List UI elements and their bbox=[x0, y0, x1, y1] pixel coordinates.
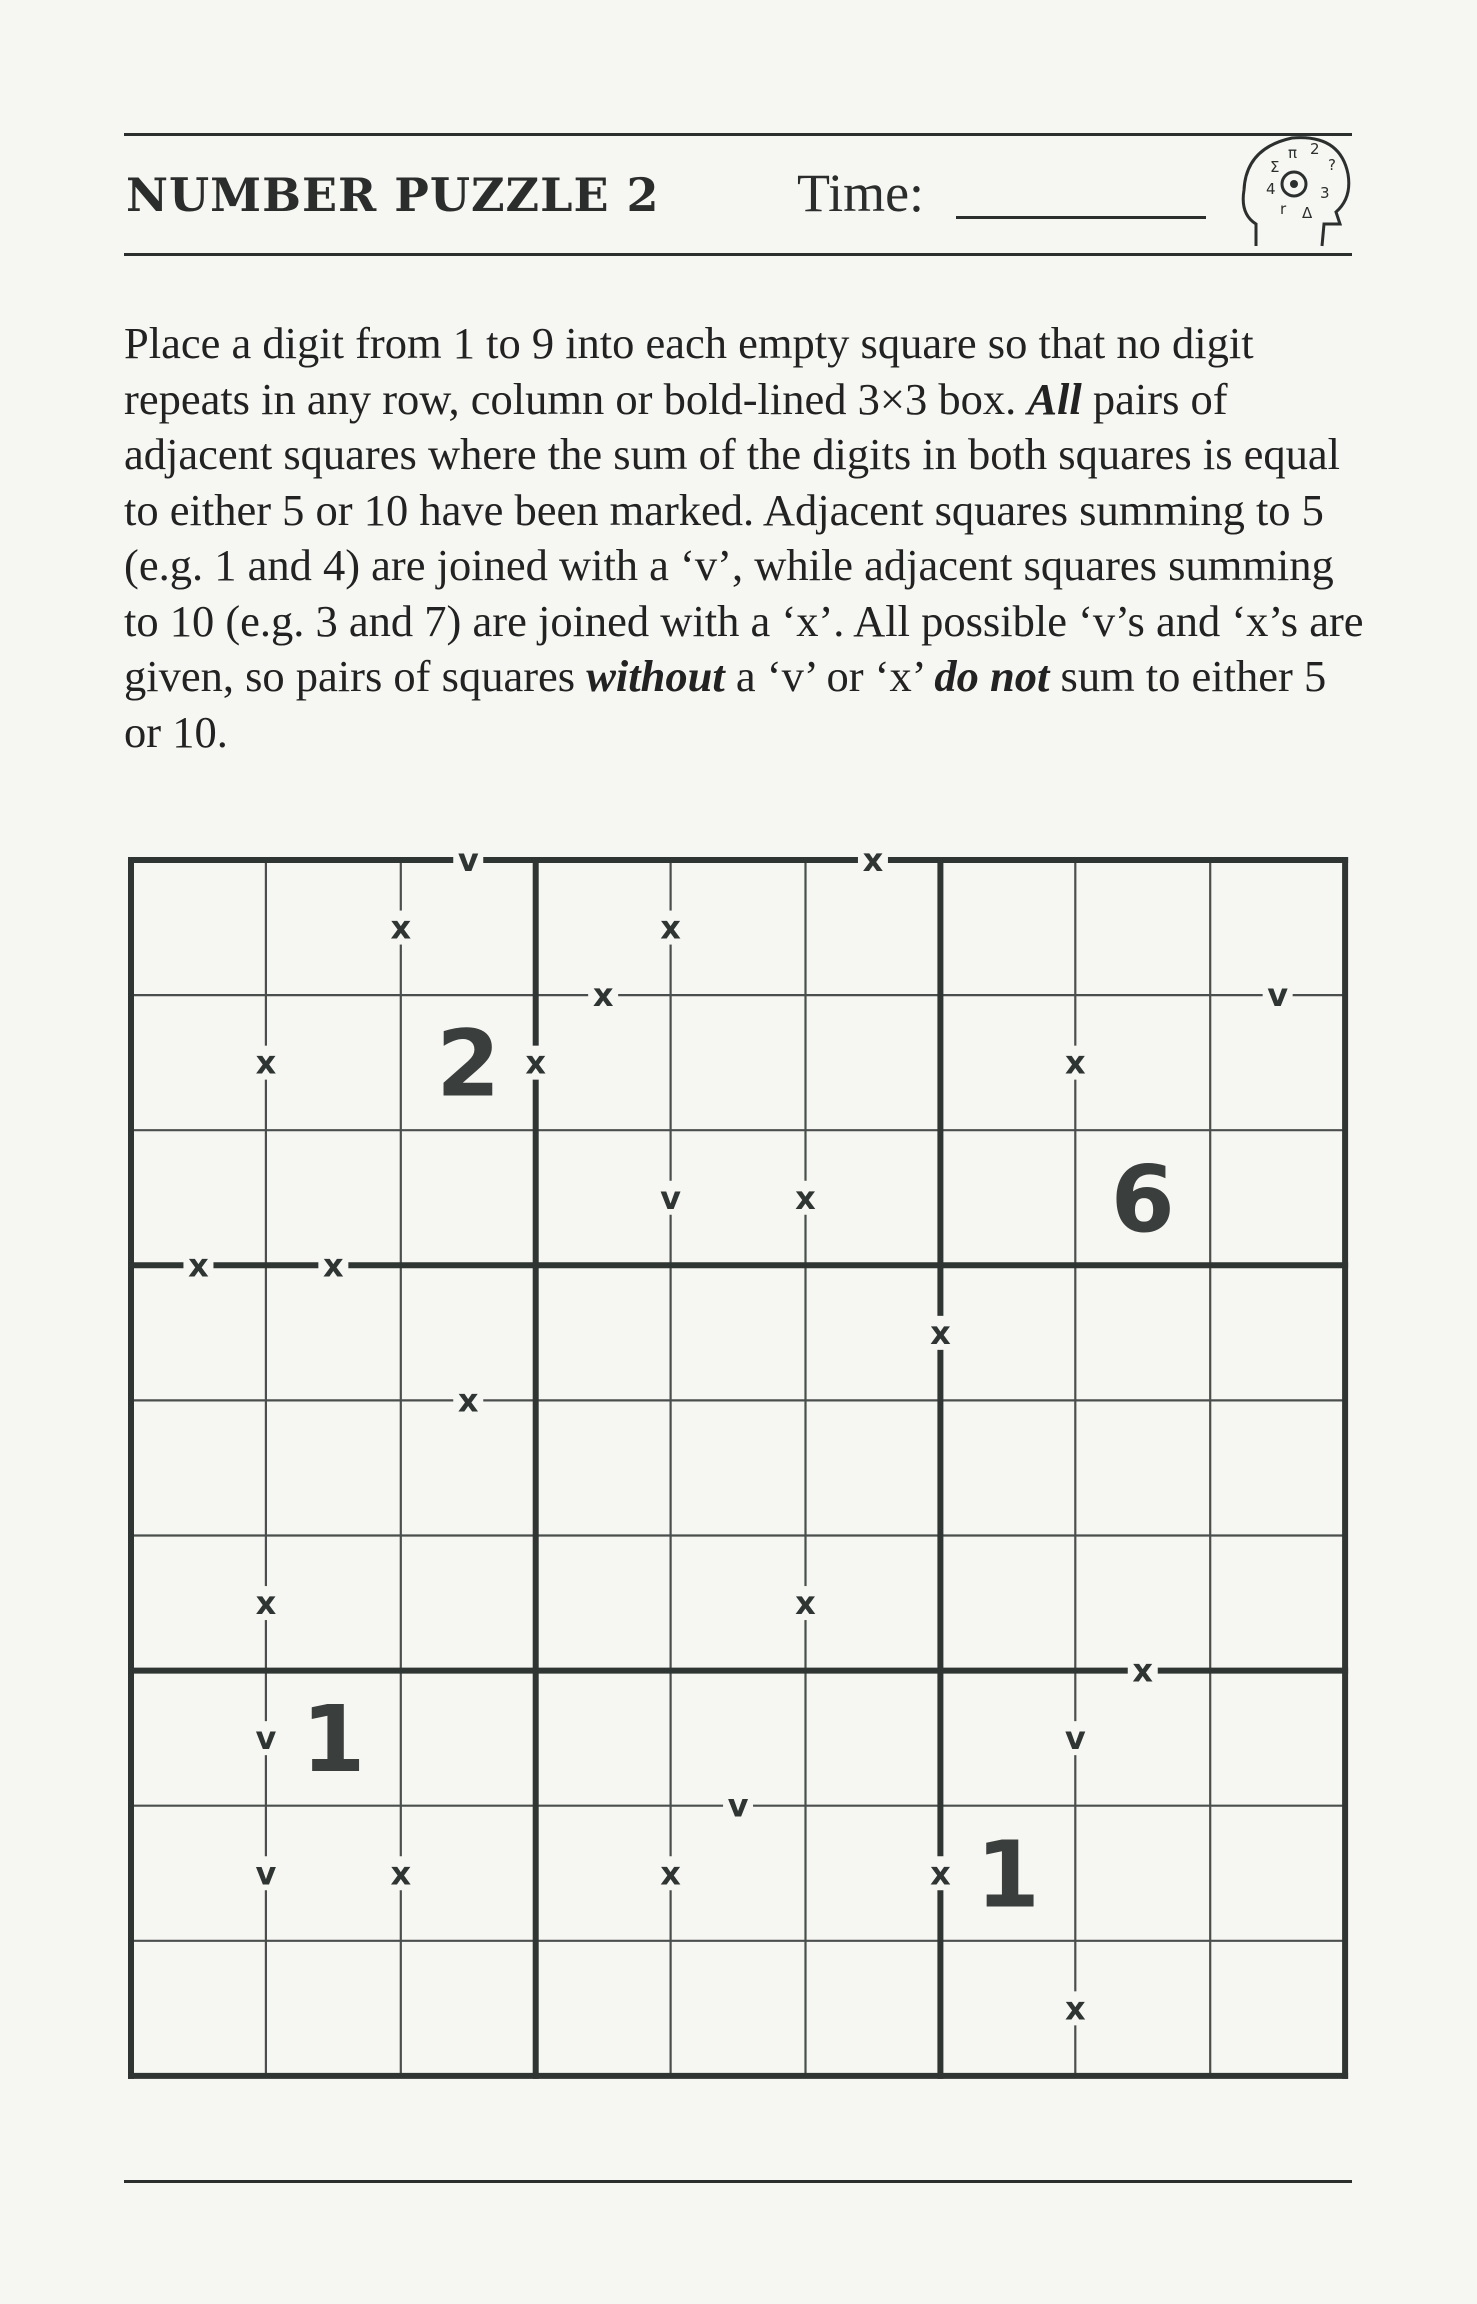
icon-glyph: Δ bbox=[1302, 204, 1313, 222]
v-marker: v bbox=[255, 1719, 277, 1758]
grid-cell[interactable] bbox=[1075, 1806, 1210, 1941]
grid-cell[interactable] bbox=[131, 1806, 266, 1941]
grid-cell[interactable] bbox=[1210, 1806, 1345, 1941]
grid-cell[interactable] bbox=[806, 1806, 941, 1941]
grid-cell[interactable] bbox=[940, 860, 1075, 995]
x-marker: x bbox=[457, 1381, 479, 1420]
emphasis-text: without bbox=[586, 651, 725, 701]
grid-cell[interactable] bbox=[131, 860, 266, 995]
x-marker: x bbox=[1064, 1989, 1086, 2028]
grid-cell[interactable] bbox=[806, 1941, 941, 2076]
emphasis-text: do not bbox=[934, 651, 1050, 701]
grid-cell[interactable] bbox=[401, 1941, 536, 2076]
grid-cell[interactable] bbox=[1210, 860, 1345, 995]
grid-cell[interactable] bbox=[401, 1536, 536, 1671]
grid-cell[interactable] bbox=[671, 995, 806, 1130]
grid-cell[interactable] bbox=[806, 1536, 941, 1671]
x-marker: x bbox=[255, 1043, 277, 1082]
grid-cell[interactable] bbox=[1075, 860, 1210, 995]
grid-cell[interactable] bbox=[266, 1941, 401, 2076]
grid-cell[interactable] bbox=[536, 860, 671, 995]
icon-glyph: 2 bbox=[1310, 140, 1320, 158]
grid-cell[interactable] bbox=[266, 1400, 401, 1535]
grid-cell[interactable] bbox=[266, 860, 401, 995]
grid-cell[interactable] bbox=[266, 1536, 401, 1671]
bottom-rule bbox=[124, 2180, 1352, 2183]
grid-cell[interactable] bbox=[401, 1806, 536, 1941]
grid-cell[interactable] bbox=[940, 1536, 1075, 1671]
grid-cell[interactable] bbox=[401, 1130, 536, 1265]
grid-cell[interactable] bbox=[266, 1130, 401, 1265]
grid-cell[interactable] bbox=[131, 1671, 266, 1806]
grid-cell[interactable] bbox=[536, 1400, 671, 1535]
grid-cell[interactable] bbox=[1075, 995, 1210, 1130]
grid-cell[interactable] bbox=[131, 1130, 266, 1265]
grid-cell[interactable] bbox=[1210, 1400, 1345, 1535]
grid-cell[interactable] bbox=[671, 1941, 806, 2076]
x-marker: x bbox=[862, 841, 884, 879]
instruction-text: a ‘v’ or ‘x’ bbox=[724, 651, 935, 701]
x-marker: x bbox=[592, 976, 614, 1015]
x-marker: x bbox=[660, 1854, 681, 1893]
grid-cell[interactable] bbox=[536, 995, 671, 1130]
puzzle-title: NUMBER PUZZLE 2 bbox=[126, 168, 660, 222]
v-marker: v bbox=[1064, 1719, 1086, 1758]
grid-cell[interactable] bbox=[1210, 1671, 1345, 1806]
grid-cell[interactable] bbox=[266, 995, 401, 1130]
v-marker: v bbox=[457, 841, 479, 879]
icon-glyph: 3 bbox=[1320, 184, 1330, 202]
grid-cell[interactable] bbox=[131, 1400, 266, 1535]
grid-cell[interactable] bbox=[266, 1265, 401, 1400]
grid-cell[interactable] bbox=[1210, 1265, 1345, 1400]
grid-cell[interactable] bbox=[1075, 1941, 1210, 2076]
grid-cell[interactable] bbox=[671, 1265, 806, 1400]
x-marker: x bbox=[188, 1246, 209, 1285]
given-digit: 6 bbox=[1110, 1145, 1175, 1253]
instruction-text: Place a digit from 1 to 9 into each empty square so that no digit repeats in any row, column or bold-lined 3×3 box. bbox=[124, 318, 1254, 424]
grid-cell[interactable] bbox=[536, 1806, 671, 1941]
grid-cell[interactable] bbox=[401, 1671, 536, 1806]
grid-cell[interactable] bbox=[940, 1130, 1075, 1265]
x-marker: x bbox=[390, 908, 412, 947]
grid-cell[interactable] bbox=[1210, 1536, 1345, 1671]
grid-cell[interactable] bbox=[806, 995, 941, 1130]
grid-cell[interactable] bbox=[1075, 1265, 1210, 1400]
grid-cell[interactable] bbox=[536, 1130, 671, 1265]
grid-cell[interactable] bbox=[1075, 1536, 1210, 1671]
grid-cell[interactable] bbox=[940, 1400, 1075, 1535]
icon-glyph: π bbox=[1288, 144, 1298, 162]
grid-cell[interactable] bbox=[806, 1130, 941, 1265]
instruction-text: pairs of adjacent squares where the sum of the digits in both squares is equal to either 5 or 10 have been marked. Adjacent squares summing to 5 (e.g. 1 and 4) are joined with a ‘v’, while adjacent squares summing to 10 (e.g. 3 and 7) are joined with a ‘x’. All possible ‘v’s and ‘x’s are given, so pairs of squares bbox=[124, 373, 1364, 701]
grid-cell[interactable] bbox=[671, 860, 806, 995]
grid-cell[interactable] bbox=[536, 1265, 671, 1400]
x-marker: x bbox=[525, 1043, 547, 1082]
x-marker: x bbox=[660, 908, 681, 947]
grid-cell[interactable] bbox=[671, 1130, 806, 1265]
grid-cell[interactable] bbox=[1075, 1671, 1210, 1806]
emphasis-text: All bbox=[1027, 373, 1082, 424]
grid-cell[interactable] bbox=[536, 1671, 671, 1806]
grid-cell[interactable] bbox=[401, 860, 536, 995]
given-digit: 1 bbox=[301, 1686, 366, 1794]
grid-cell[interactable] bbox=[131, 1265, 266, 1400]
given-digit: 1 bbox=[975, 1821, 1040, 1929]
grid-cell[interactable] bbox=[536, 1941, 671, 2076]
grid-cell[interactable] bbox=[671, 1400, 806, 1535]
grid-cell[interactable] bbox=[806, 1265, 941, 1400]
grid-cell[interactable] bbox=[536, 1536, 671, 1671]
grid-cell[interactable] bbox=[806, 860, 941, 995]
x-marker: x bbox=[795, 1584, 816, 1623]
x-marker: x bbox=[795, 1178, 816, 1217]
grid-cell[interactable] bbox=[1210, 1130, 1345, 1265]
x-marker: x bbox=[930, 1313, 951, 1352]
x-marker: x bbox=[255, 1584, 277, 1623]
grid-cell[interactable] bbox=[131, 1941, 266, 2076]
x-marker: x bbox=[1132, 1651, 1154, 1690]
grid-cell[interactable] bbox=[806, 1400, 941, 1535]
grid-cell[interactable] bbox=[131, 1536, 266, 1671]
v-marker: v bbox=[660, 1178, 682, 1217]
grid-cell[interactable] bbox=[401, 1265, 536, 1400]
v-marker: v bbox=[727, 1786, 749, 1825]
icon-glyph: ? bbox=[1328, 156, 1336, 174]
x-marker: x bbox=[323, 1246, 344, 1285]
grid-cell[interactable] bbox=[671, 1536, 806, 1671]
grid-cell[interactable] bbox=[940, 1265, 1075, 1400]
instruction-text: sum to either 5 or 10. bbox=[124, 651, 1327, 757]
icon-glyph: 4 bbox=[1266, 180, 1276, 198]
grid-cell[interactable] bbox=[671, 1806, 806, 1941]
x-marker: x bbox=[390, 1854, 412, 1893]
grid-cell[interactable] bbox=[940, 995, 1075, 1130]
grid-cell[interactable] bbox=[401, 1400, 536, 1535]
icon-glyph: Σ bbox=[1270, 158, 1280, 176]
grid-cell[interactable] bbox=[806, 1671, 941, 1806]
grid-cell[interactable] bbox=[1075, 1400, 1210, 1535]
grid-cell[interactable] bbox=[940, 1941, 1075, 2076]
x-marker: x bbox=[930, 1854, 951, 1893]
grid-cell[interactable] bbox=[131, 995, 266, 1130]
v-marker: v bbox=[255, 1854, 277, 1893]
grid-cell[interactable] bbox=[1210, 995, 1345, 1130]
grid-cell[interactable] bbox=[266, 1806, 401, 1941]
grid-cell[interactable] bbox=[671, 1671, 806, 1806]
grid-cell[interactable] bbox=[940, 1671, 1075, 1806]
x-marker: x bbox=[1064, 1043, 1086, 1082]
given-digit: 2 bbox=[436, 1010, 501, 1118]
time-label: Time: bbox=[797, 163, 925, 223]
grid-cell[interactable] bbox=[1210, 1941, 1345, 2076]
v-marker: v bbox=[1267, 976, 1289, 1015]
icon-glyph: r bbox=[1280, 200, 1287, 218]
